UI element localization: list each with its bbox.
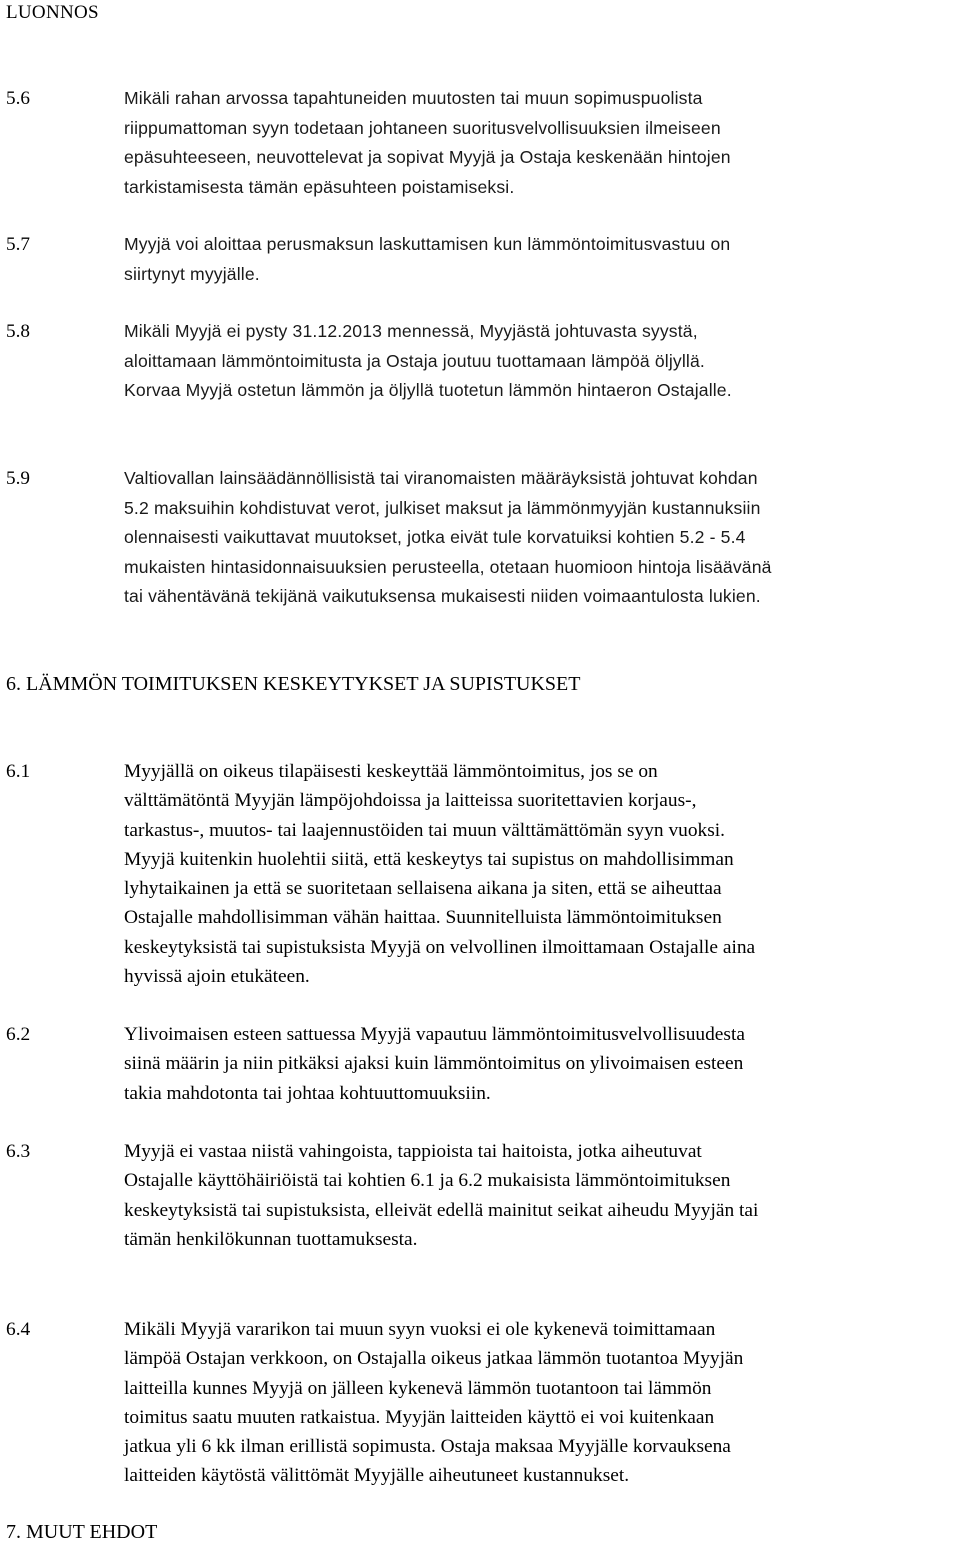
clause-number: 6.3 (6, 1141, 31, 1162)
clause-5-9 (6, 464, 956, 612)
clause-text (124, 1137, 956, 1254)
text-line: siirtynyt myyjälle. (124, 263, 260, 284)
clause-text (124, 1315, 956, 1491)
text-line: laitteiden käytöstä välittömät Myyjälle aiheutuneet kustannukset. (124, 1465, 630, 1487)
clause-number: 5.7 (6, 234, 30, 255)
text-line: lämpöä Ostajan verkkoon, on Ostajalla oikeus jatkaa lämmön tuotantoa Myyjän (124, 1348, 744, 1370)
text-line: Myyjällä on oikeus tilapäisesti keskeyttää lämmöntoimitus, jos se on (124, 761, 658, 782)
text-line: lyhytaikainen ja että se suoritetaan sellaisena aikana ja siten, että se aiheuttaa (124, 878, 722, 900)
clause-text (124, 84, 956, 202)
text-line: Valtiovallan lainsäädännöllisistä tai viranomaisten määräyksistä johtuvat kohdan (124, 468, 758, 488)
text-line: riippumattoman syyn todetaan johtaneen suoritusvelvollisuuksien ilmeiseen (124, 117, 721, 138)
text-line: epäsuhteeseen, neuvottelevat ja sopivat Myyjä ja Ostaja keskenään hintojen (124, 147, 731, 167)
text-line: tai vähentävänä tekijänä vaikutuksensa mukaisesti niiden voimaantulosta lukien. (124, 586, 761, 606)
text-line: Myyjä kuitenkin huolehtii siitä, että keskeytys tai supistus on mahdollisimman (124, 848, 734, 870)
text-line: toimitus saatu muuten ratkaistua. Myyjän laitteiden käyttö ei voi kuitenkaan (124, 1406, 715, 1428)
clause-text (124, 1020, 956, 1108)
clause-number: 5.9 (6, 468, 30, 489)
text-line: laitteilla kunnes Myyjä on jälleen kykenevä lämmön tuotantoon tai lämmön (124, 1377, 712, 1399)
section-heading-6: 6. LÄMMÖN TOIMITUKSEN KESKEYTYKSET JA SUPISTUKSET (6, 673, 581, 695)
text-line: tarkistamisesta tämän epäsuhteen poistamiseksi. (124, 176, 515, 197)
clause-5-8 (6, 317, 956, 406)
clause-5-6 (6, 84, 956, 202)
text-line: jatkua yli 6 kk ilman erillistä sopimusta. Ostaja maksaa Myyjälle korvauksena (124, 1436, 731, 1458)
draft-label: LUONNOS (6, 2, 99, 23)
clause-number: 6.1 (6, 761, 31, 782)
clause-text (124, 230, 956, 289)
text-line: Ostajalle mahdollisimman vähän haittaa. Suunnitelluista lämmöntoimituksen (124, 907, 722, 929)
text-line: Ylivoimaisen esteen sattuessa Myyjä vapautuu lämmöntoimitusvelvollisuudesta (124, 1024, 745, 1045)
clause-text (124, 317, 956, 406)
text-line: välttämätöntä Myyjän lämpöjohdoissa ja laitteissa suoritettavien korjaus-, (124, 790, 697, 812)
clause-6-2 (6, 1020, 956, 1108)
text-line: aloittamaan lämmöntoimitusta ja Ostaja joutuu tuottamaan lämpöä öljyllä. (124, 350, 705, 371)
text-line: Mikäli Myyjä ei pysty 31.12.2013 mennessä, Myyjästä johtuvasta syystä, (124, 321, 698, 341)
clause-text (124, 464, 956, 612)
text-line: keskeytyksistä tai supistuksista Myyjä on velvollinen ilmoittamaan Ostajalle aina (124, 936, 756, 958)
clause-6-3 (6, 1137, 956, 1254)
clause-5-7 (6, 230, 956, 289)
section-heading-7: 7. MUUT EHDOT (6, 1521, 158, 1543)
text-line: hyvissä ajoin etukäteen. (124, 966, 310, 988)
text-line: siinä määrin ja niin pitkäksi ajaksi kuin lämmöntoimitus on ylivoimaisen esteen (124, 1053, 744, 1075)
clause-6-1 (6, 757, 956, 991)
text-line: Korvaa Myyjä ostetun lämmön ja öljyllä tuotetun lämmön hintaeron Ostajalle. (124, 380, 732, 400)
text-line: tämän henkilökunnan tuottamuksesta. (124, 1228, 418, 1250)
clause-number: 6.2 (6, 1024, 31, 1045)
clause-text (124, 757, 956, 991)
clause-number: 6.4 (6, 1319, 31, 1340)
text-line: olennaisesti vaikuttavat muutokset, jotka eivät tule korvatuiksi kohtien 5.2 - 5.4 (124, 527, 746, 547)
text-line: mukaisten hintasidonnaisuuksien perusteella, otetaan huomioon hintoja lisäävänä (124, 556, 772, 577)
text-line: keskeytyksistä tai supistuksista, elleivät edellä mainitut seikat aiheudu Myyjän tai (124, 1199, 759, 1221)
text-line: Ostajalle käyttöhäiriöistä tai kohtien 6.1 ja 6.2 mukaisista lämmöntoimituksen (124, 1170, 731, 1192)
text-line: Myyjä ei vastaa niistä vahingoista, tappioista tai haitoista, jotka aiheutuvat (124, 1141, 702, 1162)
text-line: Myyjä voi aloittaa perusmaksun laskuttamisen kun lämmöntoimitusvastuu on (124, 234, 731, 254)
text-line: Mikäli rahan arvossa tapahtuneiden muutosten tai muun sopimuspuolista (124, 88, 703, 108)
clause-number: 5.6 (6, 88, 30, 109)
text-line: takia mahdotonta tai johtaa kohtuuttomuuksiin. (124, 1082, 491, 1104)
clause-number: 5.8 (6, 321, 30, 342)
clause-6-4 (6, 1315, 956, 1491)
text-line: Mikäli Myyjä vararikon tai muun syyn vuoksi ei ole kykenevä toimittamaan (124, 1319, 716, 1340)
text-line: 5.2 maksuihin kohdistuvat verot, julkiset maksut ja lämmönmyyjän kustannuksiin (124, 497, 761, 518)
text-line: tarkastus-, muutos- tai laajennustöiden tai muun välttämättömän syyn vuoksi. (124, 819, 726, 841)
